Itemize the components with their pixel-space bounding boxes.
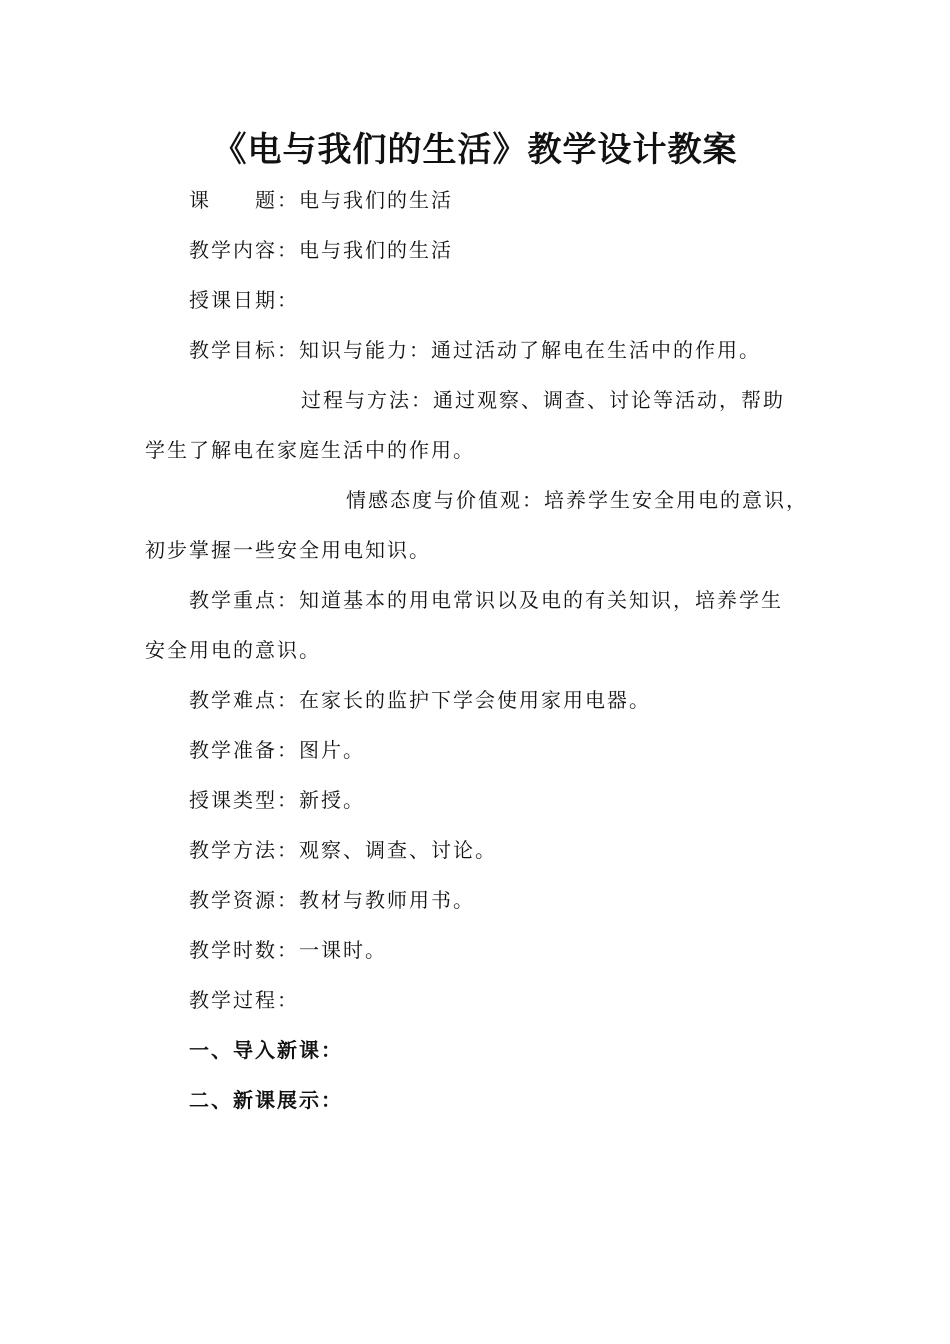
- field-preparation: 教学准备：图片。: [189, 738, 365, 762]
- field-key-points-line-1: 教学重点：知道基本的用电常识以及电的有关知识，培养学生: [189, 588, 783, 612]
- field-lesson-type: 授课类型：新授。: [189, 788, 365, 812]
- section-heading-intro: 一、导入新课：: [189, 1038, 343, 1062]
- field-resources: 教学资源：教材与教师用书。: [189, 888, 475, 912]
- field-content: 教学内容：电与我们的生活: [189, 238, 453, 262]
- field-objectives: 教学目标：知识与能力：通过活动了解电在生活中的作用。: [189, 338, 761, 362]
- objective-attitude-line-2: 初步掌握一些安全用电知识。: [145, 538, 431, 562]
- field-key-points-line-2: 安全用电的意识。: [145, 638, 321, 662]
- field-difficulties: 教学难点：在家长的监护下学会使用家用电器。: [189, 688, 651, 712]
- document-title: 《电与我们的生活》教学设计教案: [212, 130, 738, 170]
- objective-attitude-line-1: 情感态度与价值观：培养学生安全用电的意识，: [346, 488, 808, 512]
- objective-process-line-2: 学生了解电在家庭生活中的作用。: [145, 438, 475, 462]
- field-date: 授课日期：: [189, 288, 299, 312]
- field-hours: 教学时数：一课时。: [189, 938, 387, 962]
- field-topic: 课 题：电与我们的生活: [189, 188, 453, 212]
- field-process: 教学过程：: [189, 988, 299, 1012]
- objective-process-line-1: 过程与方法：通过观察、调查、讨论等活动，帮助: [301, 388, 785, 412]
- section-heading-new-lesson: 二、新课展示：: [189, 1088, 343, 1112]
- field-methods: 教学方法：观察、调查、讨论。: [189, 838, 497, 862]
